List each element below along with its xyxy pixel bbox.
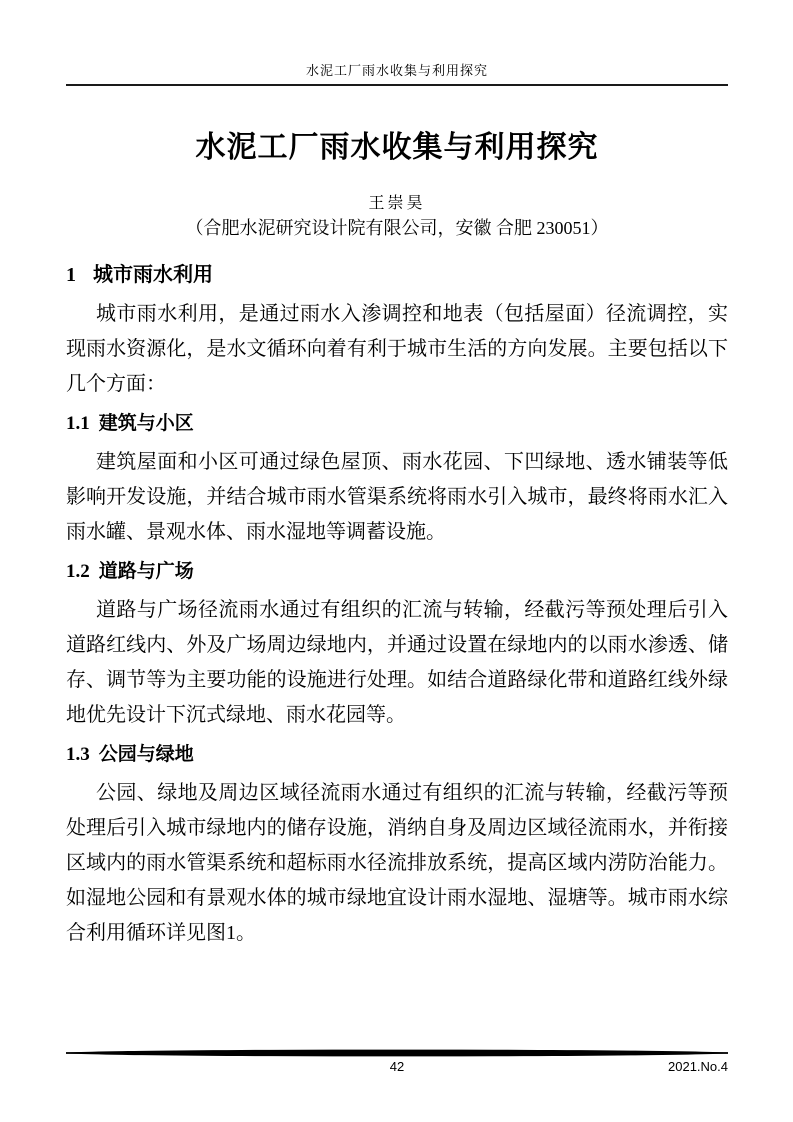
section-1-2: [66, 558, 728, 733]
section-1-number: 1: [66, 264, 76, 286]
section-1-3-title: 公园与绿地: [98, 744, 194, 765]
journal-issue: 2021.No.4: [668, 1059, 728, 1074]
section-1-1-title: 建筑与小区: [98, 413, 194, 434]
section-1-3-number: 1.3: [66, 744, 90, 765]
section-1-2-title: 道路与广场: [98, 561, 194, 582]
section-1-1-number: 1.1: [66, 413, 90, 434]
section-1-3-heading: [66, 741, 728, 768]
section-1-1-paragraph: 建筑屋面和小区可通过绿色屋顶、雨水花园、下凹绿地、透水铺装等低影响开发设施，并结合城市雨水管渠系统将雨水引入城市，最终将雨水汇入雨水罐、景观水体、雨水湿地等调蓄设施。: [66, 451, 728, 543]
section-1-2-paragraph: 道路与广场径流雨水通过有组织的汇流与转输，经截污等预处理后引入道路红线内、外及广场周边绿地内，并通过设置在绿地内的以雨水渗透、储存、调节等为主要功能的设施进行处理。如结合道路绿化带和道路红线外绿地优先设计下沉式绿地、雨水花园等。: [66, 599, 728, 726]
section-1-title: 城市雨水利用: [93, 264, 213, 286]
author-name: 王崇昊: [368, 195, 426, 212]
page-footer: [66, 1049, 728, 1077]
footer-text-row: [66, 1059, 728, 1077]
section-1-heading: [66, 261, 728, 289]
running-header-text: 水泥工厂雨水收集与利用探究: [305, 63, 488, 78]
section-1-2-heading: [66, 558, 728, 585]
article-title: 水泥工厂雨水收集与利用探究: [195, 131, 599, 164]
footer-rule: [66, 1049, 728, 1057]
section-1-1: [66, 410, 728, 550]
section-1-1-heading: [66, 410, 728, 437]
author-affiliation: （合肥水泥研究设计院有限公司，安徽 合肥 230051）: [185, 218, 609, 238]
running-header: [66, 62, 728, 86]
page-number: 42: [389, 1059, 405, 1074]
section-1-3: [66, 741, 728, 951]
section-1-3-paragraph: 公园、绿地及周边区域径流雨水通过有组织的汇流与转输，经截污等预处理后引入城市绿地内的储存设施，消纳自身及周边区域径流雨水，并衔接区域内的雨水管渠系统和超标雨水径流排放系统，提高区域内涝防治能力。如湿地公园和有景观水体的城市绿地宜设计雨水湿地、湿塘等。城市雨水综合利用循环详见图1。: [66, 782, 728, 944]
section-1-paragraph: 城市雨水利用，是通过雨水入渗调控和地表（包括屋面）径流调控，实现雨水资源化，是水文循环向着有利于城市生活的方向发展。主要包括以下几个方面：: [66, 303, 728, 395]
section-1: [66, 261, 728, 402]
section-1-2-number: 1.2: [66, 561, 90, 582]
